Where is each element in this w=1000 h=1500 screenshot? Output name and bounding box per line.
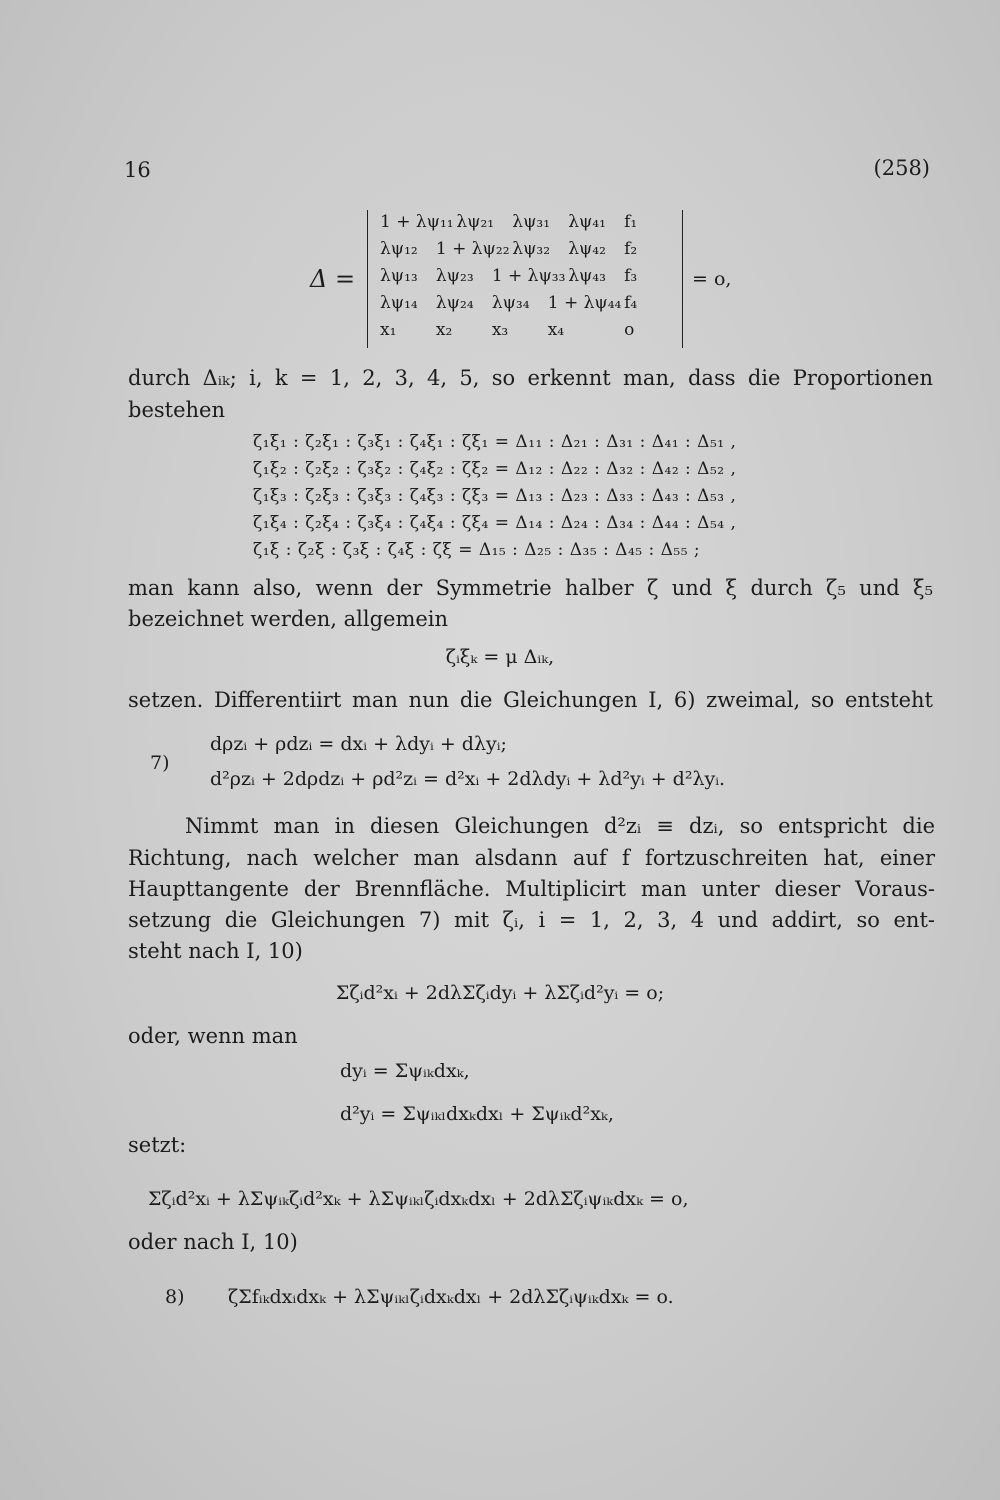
- matrix-cell: λψ₁₄: [380, 293, 418, 313]
- matrix-cell: λψ₄₁: [568, 212, 606, 232]
- text-line: setzt:: [128, 1133, 187, 1157]
- determinant-rhs: = o,: [692, 268, 732, 290]
- matrix-cell: 1 + λψ₁₁: [380, 212, 454, 232]
- determinant-row: [380, 293, 680, 320]
- text-line: steht nach I, 10): [128, 939, 303, 963]
- matrix-cell: λψ₄₂: [568, 239, 606, 259]
- determinant-label: Δ =: [310, 265, 356, 293]
- matrix-cell: λψ₃₁: [512, 212, 551, 232]
- matrix-cell: f₁: [624, 212, 638, 232]
- proportion-row: ζ₁ξ₁ : ζ₂ξ₁ : ζ₃ξ₁ : ζ₄ξ₁ : ζξ₁ = Δ₁₁ : Δ₂₁ : Δ₃₁ : Δ₄₁ : Δ₅₁ ,: [253, 432, 737, 452]
- proportion-row: ζ₁ξ : ζ₂ξ : ζ₃ξ : ζ₄ξ : ζξ = Δ₁₅ : Δ₂₅ : Δ₃₅ : Δ₄₅ : Δ₅₅ ;: [253, 540, 701, 560]
- text-line: Nimmt man in diesen Gleichungen d²zᵢ ≡ dzᵢ, so entspricht die: [185, 814, 935, 838]
- sum-equation: Σζᵢd²xᵢ + 2dλΣζᵢdyᵢ + λΣζᵢd²yᵢ = o;: [335, 982, 665, 1004]
- matrix-cell: f₃: [624, 266, 638, 286]
- determinant-row: [380, 239, 680, 266]
- d2y-equation: d²yᵢ = Σψᵢₖₗdxₖdxₗ + Σψᵢₖd²xₖ,: [340, 1103, 614, 1125]
- matrix-cell: λψ₃₄: [491, 293, 530, 313]
- text-line: man kann also, wenn der Symmetrie halber ζ und ξ durch ζ₅ und ξ₅: [128, 576, 933, 600]
- equation-number: 7): [150, 752, 170, 774]
- determinant-row: [380, 266, 680, 293]
- determinant-left-bar: [367, 210, 368, 348]
- matrix-cell: x₂: [435, 320, 453, 340]
- equation-7b: d²ρzᵢ + 2dρdzᵢ + ρd²zᵢ = d²xᵢ + 2dλdyᵢ + λd²yᵢ + d²λyᵢ.: [210, 768, 726, 790]
- equation-7a: dρzᵢ + ρdzᵢ = dxᵢ + λdyᵢ + dλyᵢ;: [210, 733, 507, 755]
- text-line: durch Δᵢₖ; i, k = 1, 2, 3, 4, 5, so erkennt man, dass die Proportionen: [128, 366, 933, 390]
- matrix-cell: f₂: [624, 239, 638, 259]
- matrix-cell: 1 + λψ₂₂: [435, 239, 510, 259]
- sum-equation-expanded: Σζᵢd²xᵢ + λΣψᵢₖζᵢd²xₖ + λΣψᵢₖₗζᵢdxₖdxₗ + 2dλΣζᵢψᵢₖdxₖ = o,: [148, 1188, 689, 1210]
- dy-equation: dyᵢ = Σψᵢₖdxₖ,: [340, 1060, 470, 1082]
- determinant-right-bar: [682, 210, 683, 348]
- section-page-number: (258): [873, 156, 930, 180]
- matrix-cell: x₃: [491, 320, 509, 340]
- text-line: setzen. Differentiirt man nun die Gleichungen I, 6) zweimal, so entsteht: [128, 688, 933, 712]
- matrix-cell: x₁: [380, 320, 397, 340]
- matrix-cell: λψ₂₁: [456, 212, 495, 232]
- page-number: 16: [124, 158, 151, 182]
- matrix-cell: λψ₁₂: [380, 239, 418, 259]
- matrix-cell: x₄: [547, 320, 565, 340]
- matrix-cell: o: [624, 320, 635, 340]
- text-line: setzung die Gleichungen 7) mit ζᵢ, i = 1, 2, 3, 4 und addirt, so ent-: [128, 908, 935, 932]
- text-line: Richtung, nach welcher man alsdann auf f fortzuschreiten hat, einer: [128, 846, 935, 870]
- matrix-cell: λψ₁₃: [380, 266, 418, 286]
- determinant-row: [380, 212, 680, 239]
- text-line: Haupttangente der Brennfläche. Multiplicirt man unter dieser Voraus-: [128, 877, 935, 901]
- equation-number: 8): [165, 1286, 185, 1308]
- matrix-cell: λψ₃₂: [512, 239, 551, 259]
- text-line: oder, wenn man: [128, 1024, 298, 1048]
- matrix-cell: λψ₂₄: [435, 293, 474, 313]
- matrix-cell: 1 + λψ₃₃: [491, 266, 566, 286]
- matrix-cell: λψ₂₃: [435, 266, 474, 286]
- equation-8: ζΣfᵢₖdxᵢdxₖ + λΣψᵢₖₗζᵢdxₖdxₗ + 2dλΣζᵢψᵢₖdxₖ = o.: [228, 1286, 674, 1308]
- text-line: bestehen: [128, 398, 225, 422]
- determinant-row: [380, 320, 680, 347]
- determinant-equation: [310, 210, 770, 350]
- matrix-cell: λψ₄₃: [568, 266, 606, 286]
- proportion-row: ζ₁ξ₃ : ζ₂ξ₃ : ζ₃ξ₃ : ζ₄ξ₃ : ζξ₃ = Δ₁₃ : Δ₂₃ : Δ₃₃ : Δ₄₃ : Δ₅₃ ,: [253, 486, 737, 506]
- matrix-cell: 1 + λψ₄₄: [547, 293, 622, 313]
- proportion-row: ζ₁ξ₄ : ζ₂ξ₄ : ζ₃ξ₄ : ζ₄ξ₄ : ζξ₄ = Δ₁₄ : Δ₂₄ : Δ₃₄ : Δ₄₄ : Δ₅₄ ,: [253, 513, 737, 533]
- text-line: oder nach I, 10): [128, 1230, 298, 1254]
- proportion-row: ζ₁ξ₂ : ζ₂ξ₂ : ζ₃ξ₂ : ζ₄ξ₂ : ζξ₂ = Δ₁₂ : Δ₂₂ : Δ₃₂ : Δ₄₂ : Δ₅₂ ,: [253, 459, 737, 479]
- matrix-cell: f₄: [624, 293, 638, 313]
- text-line: bezeichnet werden, allgemein: [128, 607, 449, 631]
- determinant-matrix: [380, 212, 680, 347]
- general-formula: ζᵢξₖ = μ Δᵢₖ,: [445, 646, 555, 668]
